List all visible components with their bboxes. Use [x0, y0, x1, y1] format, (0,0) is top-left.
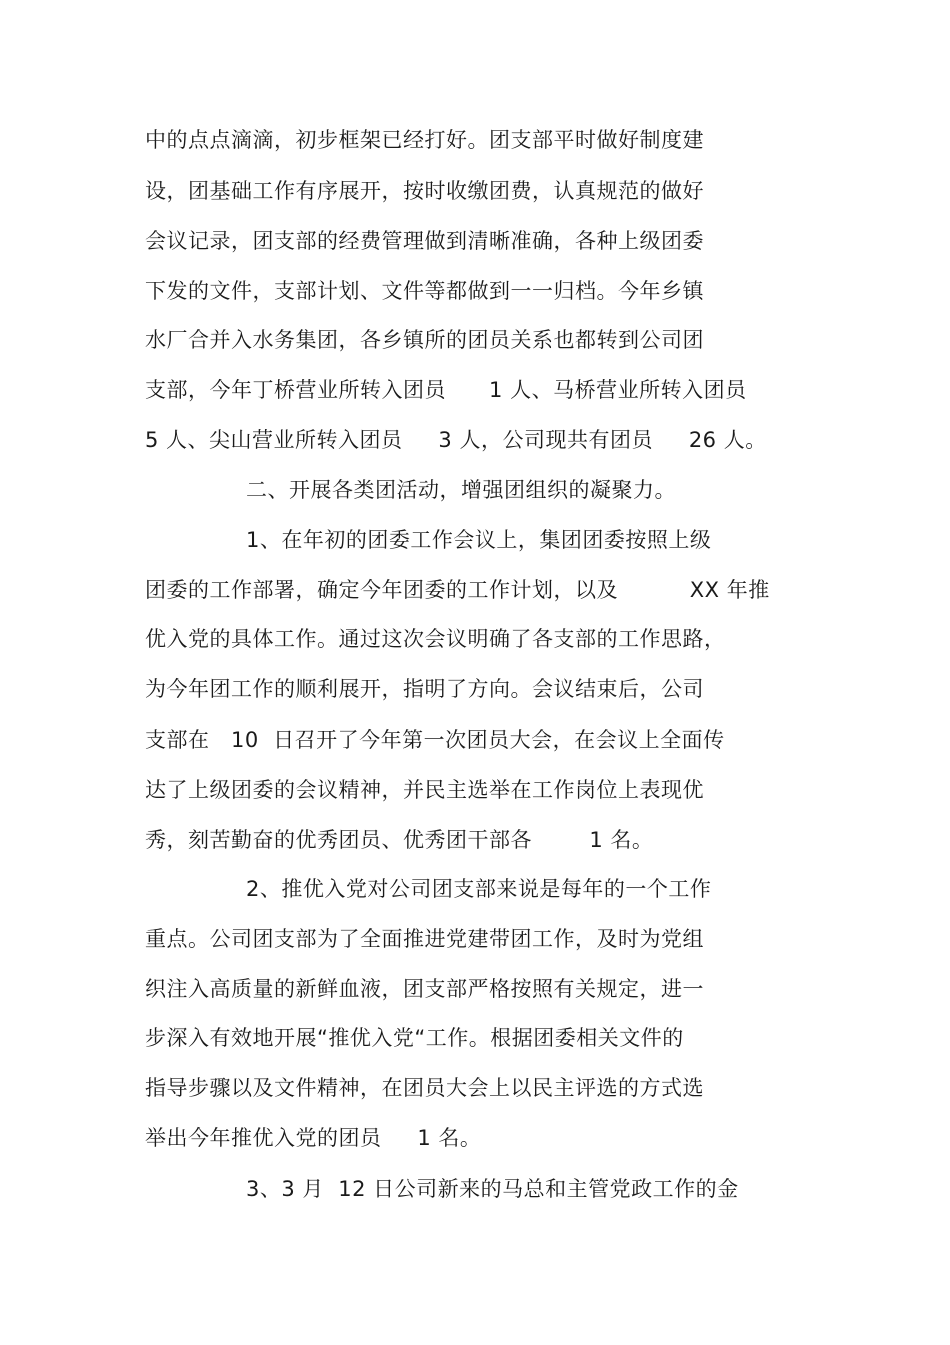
text-line: 重点。公司团支部为了全面推进党建带团工作，及时为党组: [145, 927, 704, 951]
text-line: 为今年团工作的顺利展开，指明了方向。会议结束后，公司: [145, 677, 704, 701]
text-line: 下发的文件，支部计划、文件等都做到一一归档。今年乡镇: [145, 279, 704, 303]
text-line: 达了上级团委的会议精神，并民主选举在工作岗位上表现优: [145, 778, 704, 802]
text-line: 指导步骤以及文件精神，在团员大会上以民主评选的方式选: [145, 1076, 704, 1100]
text-line: 举出今年推优入党的团员 1 名。: [145, 1126, 482, 1150]
text-line: 步深入有效地开展“推优入党“工作。根据团委相关文件的: [145, 1026, 684, 1050]
text-line: 会议记录，团支部的经费管理做到清晰准确，各种上级团委: [145, 229, 704, 253]
text-line: 设，团基础工作有序展开，按时收缴团费，认真规范的做好: [145, 179, 704, 203]
paragraph-start: 2、推优入党对公司团支部来说是每年的一个工作: [246, 877, 712, 901]
text-line: 团委的工作部署，确定今年团委的工作计划，以及 XX 年推: [145, 578, 770, 602]
paragraph-start: 3、3 月 12 日公司新来的马总和主管党政工作的金: [246, 1177, 739, 1201]
text-line: 中的点点滴滴，初步框架已经打好。团支部平时做好制度建: [145, 128, 704, 152]
text-line: 织注入高质量的新鲜血液，团支部严格按照有关规定，进一: [145, 977, 704, 1001]
text-line: 支部，今年丁桥营业所转入团员 1 人、马桥营业所转入团员: [145, 378, 747, 402]
text-line: 支部在 10 日召开了今年第一次团员大会，在会议上全面传: [145, 728, 725, 752]
section-heading: 二、开展各类团活动，增强团组织的凝聚力。: [246, 478, 676, 502]
text-line: 优入党的具体工作。通过这次会议明确了各支部的工作思路，: [145, 627, 726, 651]
paragraph-start: 1、在年初的团委工作会议上，集团团委按照上级: [246, 528, 712, 552]
text-line: 秀，刻苦勤奋的优秀团员、优秀团干部各 1 名。: [145, 828, 654, 852]
text-line: 5 人、尖山营业所转入团员 3 人，公司现共有团员 26 人。: [145, 428, 767, 452]
text-line: 水厂合并入水务集团，各乡镇所的团员关系也都转到公司团: [145, 328, 704, 352]
